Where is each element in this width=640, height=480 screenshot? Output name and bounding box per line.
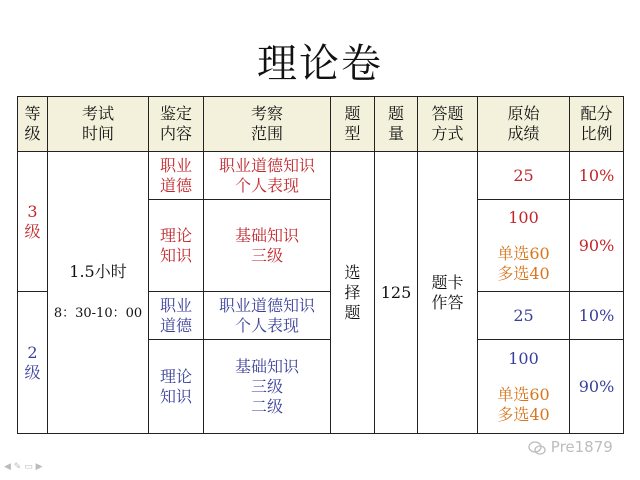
watermark-text: Pre1879 (550, 438, 613, 456)
header-answer-mode: 答题 方式 (418, 97, 478, 152)
grade-level-2: 2 级 (18, 292, 48, 434)
header-row (18, 97, 624, 152)
scope-ethics-l3: 职业道德知识 个人表现 (204, 152, 331, 200)
score-total-l2: 100 (508, 348, 539, 368)
page-title: 理论卷 (257, 41, 383, 87)
header-raw-score: 原始 成绩 (478, 97, 570, 152)
score-multi-l3: 多选40 (497, 263, 550, 283)
question-count-cell: 125 (375, 152, 418, 434)
header-content: 鉴定 内容 (149, 97, 204, 152)
next-slide-icon[interactable]: ▶ (35, 462, 43, 472)
question-type-cell: 选 择 题 (331, 152, 375, 434)
ratio-theory-l2: 90% (570, 340, 624, 434)
header-ratio: 配分 比例 (570, 97, 624, 152)
scope-ethics-l2: 职业道德知识 个人表现 (204, 292, 331, 340)
header-scope: 考察 范围 (204, 97, 331, 152)
exam-time-cell (48, 152, 149, 434)
header-time: 考试 时间 (48, 97, 149, 152)
header-qcount: 题 量 (375, 97, 418, 152)
prev-slide-icon[interactable]: ◀ (4, 462, 11, 472)
scope-theory-l3: 基础知识 三级 (204, 200, 331, 292)
exam-time-range: 8：30-10：00 (53, 305, 143, 321)
score-theory-l2 (478, 340, 570, 434)
score-single-l2: 单选60 (497, 384, 550, 404)
content-ethics-l3: 职业 道德 (149, 152, 204, 200)
scope-theory-l2: 基础知识 三级 二级 (204, 340, 331, 434)
score-ethics-l2: 25 (478, 292, 570, 340)
slide-controls[interactable] (4, 462, 43, 472)
score-theory-l3 (478, 200, 570, 292)
grade-level-3: 3 级 (18, 152, 48, 292)
content-theory-l2: 理论 知识 (149, 340, 204, 434)
ratio-ethics-l2: 10% (570, 292, 624, 340)
header-qtype: 题 型 (331, 97, 375, 152)
score-ethics-l3: 25 (478, 152, 570, 200)
answer-mode-cell: 题卡 作答 (418, 152, 478, 434)
pen-icon[interactable]: ✎ (13, 462, 22, 472)
header-grade: 等 级 (18, 97, 48, 152)
score-multi-l2: 多选40 (497, 404, 550, 424)
content-theory-l3: 理论 知识 (149, 200, 204, 292)
exam-duration: 1.5小时 (69, 261, 127, 281)
wechat-icon (528, 441, 546, 455)
watermark (528, 438, 613, 456)
score-total-l3: 100 (508, 207, 539, 227)
content-ethics-l2: 职业 道德 (149, 292, 204, 340)
ratio-ethics-l3: 10% (570, 152, 624, 200)
score-single-l3: 单选60 (497, 243, 550, 263)
table-row (18, 152, 624, 200)
exam-table (17, 96, 624, 434)
ratio-theory-l3: 90% (570, 200, 624, 292)
menu-icon[interactable]: ▭ (24, 462, 33, 472)
